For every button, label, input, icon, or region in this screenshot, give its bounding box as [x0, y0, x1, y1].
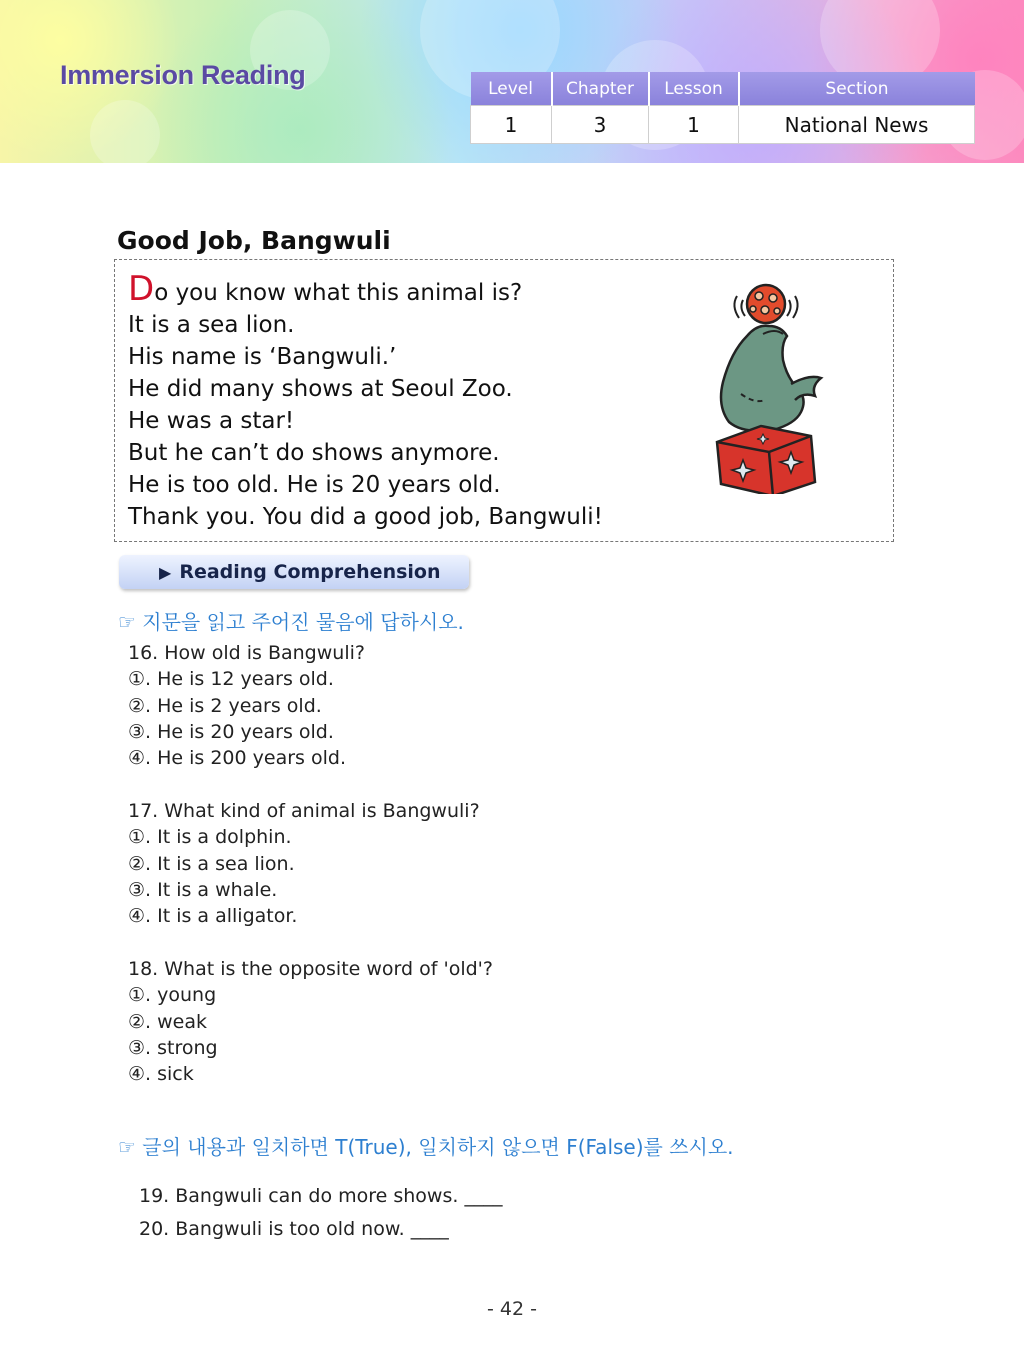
story-box: [114, 259, 894, 542]
story-line: His name is ‘Bangwuli.’: [128, 344, 397, 370]
story-line: Thank you. You did a good job, Bangwuli!: [128, 504, 603, 530]
lesson-info-table: [470, 72, 975, 144]
option-1: ①. young: [128, 984, 217, 1007]
option-2: ②. weak: [128, 1010, 207, 1033]
option-2: ②. It is a sea lion.: [128, 852, 295, 875]
option-2: ②. He is 2 years old.: [128, 694, 322, 717]
reading-comprehension-button[interactable]: [119, 555, 469, 589]
option-4: ④. He is 200 years old.: [128, 747, 346, 770]
reading-comprehension-label: Reading Comprehension: [179, 561, 441, 583]
tf-item-19: 19. Bangwuli can do more shows. ____: [139, 1185, 503, 1207]
option-1: ①. He is 12 years old.: [128, 668, 334, 691]
story-text: [128, 269, 603, 533]
column-header-level: Level: [471, 72, 552, 106]
question-text: 17. What kind of animal is Bangwuli?: [128, 800, 480, 822]
option-3: ③. It is a whale.: [128, 878, 278, 901]
triangle-right-icon: ▶: [159, 562, 172, 582]
option-4: ④. sick: [128, 1063, 194, 1086]
question-text: 16. How old is Bangwuli?: [128, 642, 365, 664]
chapter-value: 3: [552, 106, 649, 144]
story-line: But he can’t do shows anymore.: [128, 440, 500, 466]
instruction-true-false: ☞ 글의 내용과 일치하면 T(True), 일치하지 않으면 F(False)를 쓰시오.: [118, 1135, 734, 1159]
lesson-value: 1: [649, 106, 739, 144]
question-18: [128, 956, 493, 1087]
section-value: National News: [739, 106, 975, 144]
page-number: - 42 -: [487, 1298, 537, 1320]
drop-cap: D: [128, 269, 155, 309]
story-title: Good Job, Bangwuli: [117, 226, 391, 255]
story-line: It is a sea lion.: [128, 312, 295, 338]
question-16: [128, 640, 365, 771]
story-line: He did many shows at Seoul Zoo.: [128, 376, 513, 402]
option-3: ③. He is 20 years old.: [128, 720, 334, 743]
option-3: ③. strong: [128, 1036, 218, 1059]
story-first-line: o you know what this animal is?: [154, 280, 523, 306]
option-4: ④. It is a alligator.: [128, 905, 298, 928]
column-header-section: Section: [739, 72, 975, 106]
seal-balancing-ball-icon: [703, 274, 831, 494]
story-line: [128, 269, 603, 309]
story-line: He was a star!: [128, 408, 295, 434]
true-false-items: [139, 1180, 502, 1246]
header-banner: [0, 0, 1024, 163]
story-line: He is too old. He is 20 years old.: [128, 472, 501, 498]
question-text: 18. What is the opposite word of 'old'?: [128, 958, 493, 980]
column-header-lesson: Lesson: [649, 72, 739, 106]
instruction-answer-questions: ☞ 지문을 읽고 주어진 물음에 답하시오.: [118, 610, 464, 634]
option-1: ①. It is a dolphin.: [128, 826, 292, 849]
tf-item-20: 20. Bangwuli is too old now. ____: [139, 1218, 449, 1240]
level-value: 1: [471, 106, 552, 144]
column-header-chapter: Chapter: [552, 72, 649, 106]
question-17: [128, 798, 480, 929]
logo-text: Immersion Reading: [60, 60, 306, 90]
